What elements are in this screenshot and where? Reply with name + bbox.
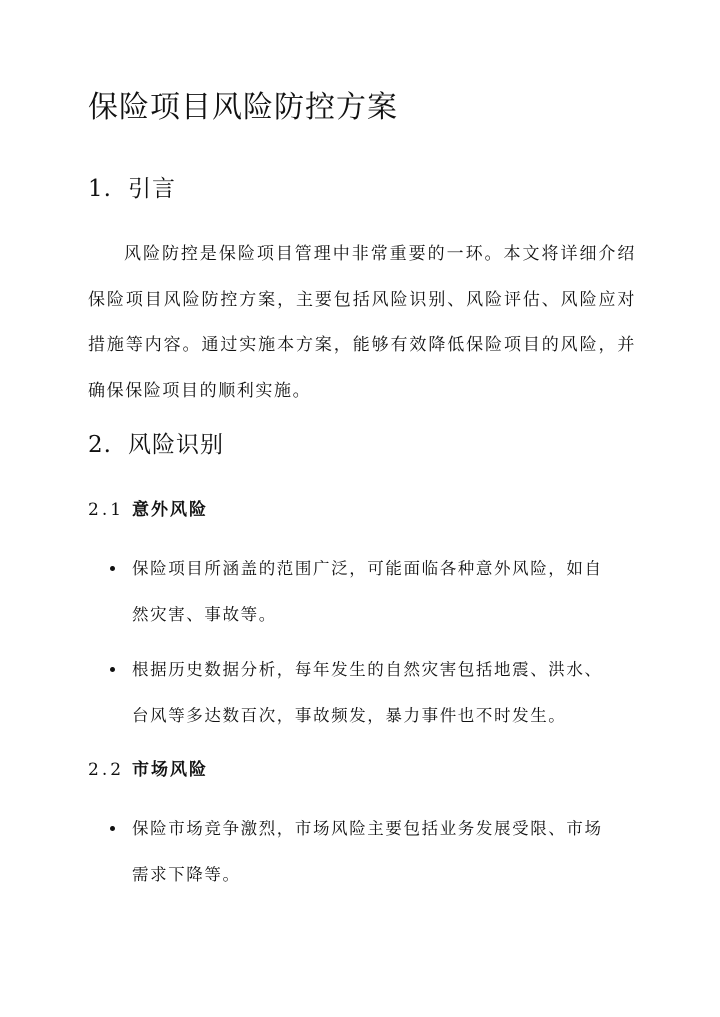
subsection-number: 2.2	[88, 760, 125, 780]
list-item	[88, 546, 612, 637]
list-item-text: 保险市场竞争激烈，市场风险主要包括业务发展受限、市场需求下降等。	[132, 819, 603, 884]
bullet-icon	[110, 566, 115, 571]
subsection-heading-accident-risk	[88, 497, 208, 523]
section-title: 引言	[128, 176, 176, 202]
market-risk-list	[88, 806, 636, 907]
subsection-title: 市场风险	[132, 760, 208, 780]
list-item-text: 保险项目所涵盖的范围广泛，可能面临各种意外风险，如自然灾害、事故等。	[132, 559, 603, 624]
bullet-icon	[110, 826, 115, 831]
section-title: 风险识别	[128, 432, 224, 458]
subsection-title: 意外风险	[132, 500, 208, 520]
section-heading-intro	[88, 172, 176, 206]
intro-paragraph: 风险防控是保险项目管理中非常重要的一环。本文将详细介绍保险项目风险防控方案，主要包括风险识别、风险评估、风险应对措施等内容。通过实施本方案，能够有效降低保险项目的风险，并确保保险项目的顺利实施。	[88, 244, 636, 401]
subsection-heading-market-risk	[88, 757, 208, 783]
section-number: 1.	[88, 176, 112, 202]
section-heading-risk-identification	[88, 428, 224, 462]
section-number: 2.	[88, 432, 112, 458]
list-item	[88, 806, 612, 897]
list-item	[88, 647, 612, 738]
list-item-text: 根据历史数据分析，每年发生的自然灾害包括地震、洪水、台风等多达数百次，事故频发，暴力事件也不时发生。	[132, 660, 603, 725]
subsection-number: 2.1	[88, 500, 125, 520]
bullet-icon	[110, 667, 115, 672]
accident-risk-list	[88, 546, 636, 748]
document-title: 保险项目风险防控方案	[88, 90, 398, 125]
